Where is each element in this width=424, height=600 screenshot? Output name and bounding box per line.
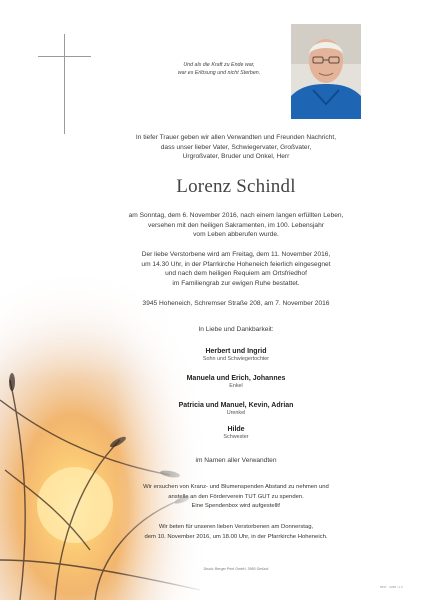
mourner-names: Patricia und Manuel, Kevin, Adrian — [178, 402, 294, 409]
cross-vertical-line — [64, 34, 65, 134]
mourner-names: Herbert und Ingrid — [205, 348, 267, 355]
address-date-line: 3945 Hoheneich, Schremser Straße 208, am 7. November 2016 — [142, 300, 330, 307]
mourner-relation: Schwester — [223, 434, 249, 440]
mourner-names: Hilde — [227, 426, 245, 433]
mourner-relation: Enkel — [229, 383, 243, 389]
donation-line: anstelle an den Förderverein TUT GUT zu spenden. — [168, 493, 304, 500]
mourner-entry — [86, 347, 386, 363]
donation-request — [86, 483, 386, 512]
printer-credit: Druck: Berger Print GmbH, 3950 Gmünd — [203, 567, 269, 571]
funeral-line: Der liebe Verstorbene wird am Freitag, dem 11. November 2016, — [141, 251, 331, 258]
gratitude-line: In Liebe und Dankbarkeit: — [198, 326, 274, 333]
mourner-relation: Sohn und Schwiegertochter — [202, 356, 270, 362]
mourner-names: Manuela und Erich, Johannes — [186, 375, 286, 382]
funeral-line: und nach dem heiligen Requiem am Ortsfriedhof — [165, 270, 307, 277]
cross-horizontal-line — [38, 56, 91, 57]
announcement-line: dass unser lieber Vater, Schwiegervater, Großvater, — [160, 143, 312, 151]
quote-line: Und als die Kraft zu Ende war, — [183, 62, 255, 68]
funeral-line: um 14.30 Uhr, in der Pfarrkirche Hoheneich feierlich eingesegnet — [141, 260, 331, 268]
announcement-text — [86, 133, 386, 162]
memorial-quote — [150, 61, 288, 77]
death-notice-line: am Sonntag, dem 6. November 2016, nach einem langen erfüllten Leben, — [128, 212, 344, 219]
mourner-entry — [86, 425, 386, 441]
death-notice-line: versehen mit den heiligen Sakramenten, im 100. Lebensjahr — [148, 221, 324, 229]
announcement-line: Urgroßvater, Bruder und Onkel, Herr — [182, 153, 290, 160]
mourner-entry — [86, 374, 386, 390]
deceased-portrait-photo — [291, 24, 361, 119]
quote-line: war es Erlösung und nicht Sterben. — [177, 70, 261, 76]
prayer-notice — [86, 523, 386, 542]
prayer-line: dem 10. November 2016, um 18.00 Uhr, in der Pfarrkirche Hoheneich. — [144, 533, 328, 540]
announcement-line: In tiefer Trauer geben wir allen Verwandten und Freunden Nachricht, — [135, 134, 337, 141]
funeral-text — [86, 250, 386, 288]
document-code: 8837 · 0288 / 1.0 — [380, 585, 403, 589]
death-notice-text — [86, 211, 386, 240]
mourner-relation: Urenkel — [226, 410, 246, 416]
funeral-line: im Familiengrab zur ewigen Ruhe bestattet. — [172, 279, 300, 287]
death-notice-line: vom Leben abberufen wurde. — [193, 231, 279, 238]
donation-line: Wir ersuchen von Kranz- und Blumenspenden Abstand zu nehmen und — [143, 484, 329, 490]
relatives-line: im Namen aller Verwandten — [195, 457, 277, 464]
mourner-entry — [86, 401, 386, 417]
deceased-name: Lorenz Schindl — [176, 176, 296, 197]
prayer-line: Wir beten für unseren lieben Verstorbenen am Donnerstag, — [158, 524, 314, 530]
donation-line: Eine Spendenbox wird aufgestellt! — [191, 503, 281, 509]
